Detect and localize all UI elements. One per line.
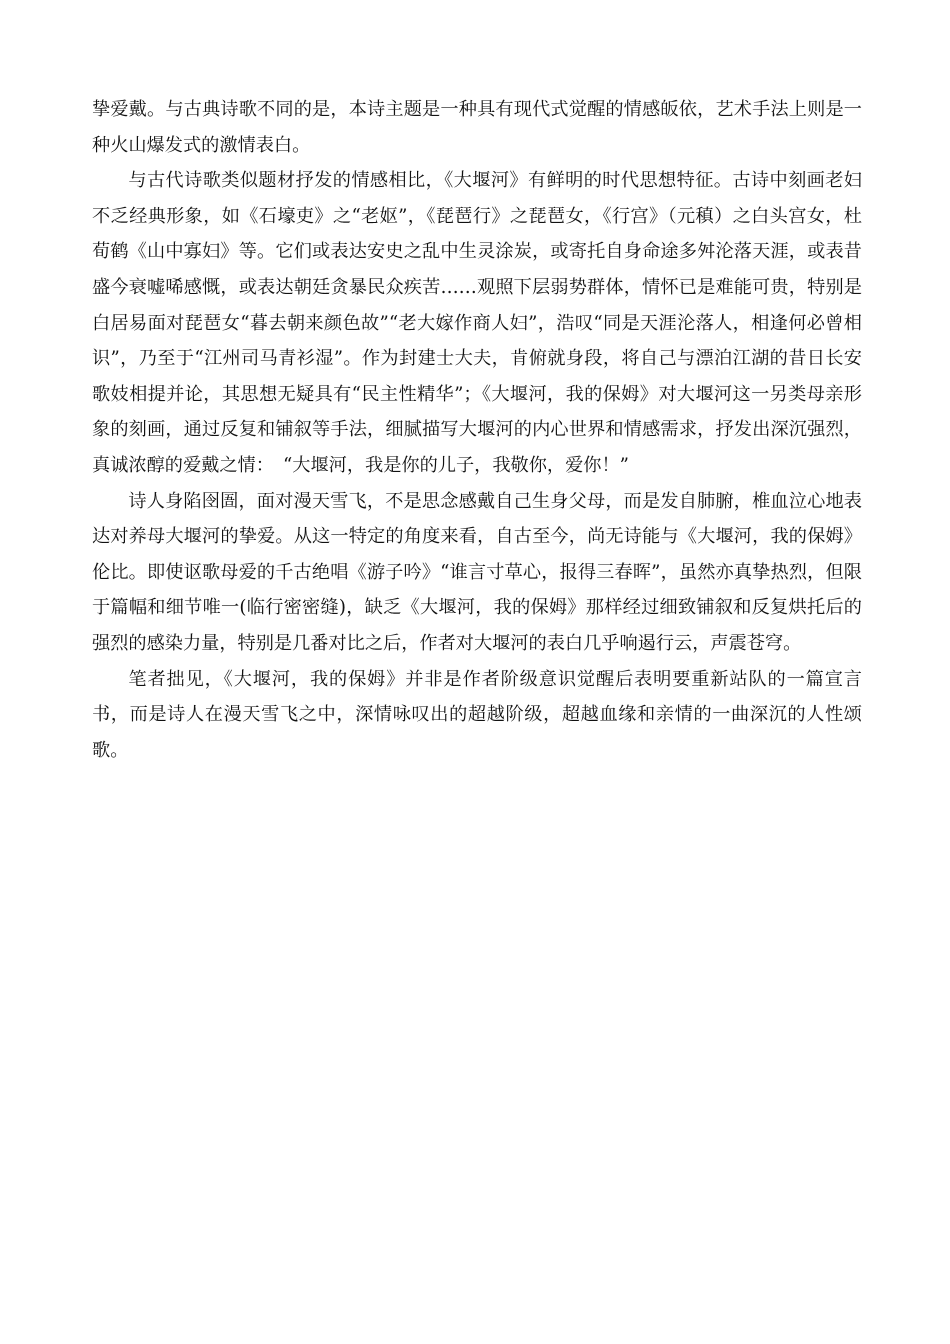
paragraph-comparison: 与古代诗歌类似题材抒发的情感相比，《大堰河》有鲜明的时代思想特征。古诗中刻画老妇不乏经典形象，如《石壕吏》之“老妪”，《琵琶行》之琵琶女，《行宫》（元稹）之白头宫女，杜荀鹤《山中寡妇》等。它们或表达安史之乱中生灵涂炭，或寄托自身命途多舛沦落天涯，或表昔盛今衰嘘唏感慨，或表达朝廷贪暴民众疾苦……观照下层弱势群体，情怀已是难能可贵，特别是白居易面对琵琶女“暮去朝来颜色故”“老大嫁作商人妇”，浩叹“同是天涯沦落人，相逢何必曾相识”，乃至于“江州司马青衫湿”。作为封建士大夫，肯俯就身段，将自己与漂泊江湖的昔日长安歌妓相提并论，其思想无疑具有“民主性精华”；《大堰河，我的保姆》对大堰河这一另类母亲形象的刻画，通过反复和铺叙等手法，细腻描写大堰河的内心世界和情感需求，抒发出深沉强烈，真诚浓醇的爱戴之情： “大堰河，我是你的儿子，我敬你，爱你！” <box>92 170 862 476</box>
document-body <box>92 92 862 768</box>
paragraph-continuation: 挚爱戴。与古典诗歌不同的是，本诗主题是一种具有现代式觉醒的情感皈依，艺术手法上则是一种火山爆发式的激情表白。 <box>92 99 862 156</box>
paragraph-analysis: 诗人身陷囹圄，面对漫天雪飞，不是思念感戴自己生身父母，而是发自肺腑，椎血泣心地表达对养母大堰河的挚爱。从这一特定的角度来看，自古至今，尚无诗能与《大堰河，我的保姆》伦比。即使讴歌母爱的千古绝唱《游子吟》“谁言寸草心，报得三春晖”，虽然亦真挚热烈，但限于篇幅和细节唯一(临行密密缝)，缺乏《大堰河，我的保姆》那样经过细致铺叙和反复烘托后的强烈的感染力量，特别是几番对比之后，作者对大堰河的表白几乎响遏行云，声震苍穹。 <box>92 490 862 654</box>
paragraph-conclusion: 笔者拙见，《大堰河，我的保姆》并非是作者阶级意识觉醒后表明要重新站队的一篇宣言书，而是诗人在漫天雪飞之中，深情咏叹出的超越阶级，超越血缘和亲情的一曲深沉的人性颂歌。 <box>92 668 862 761</box>
